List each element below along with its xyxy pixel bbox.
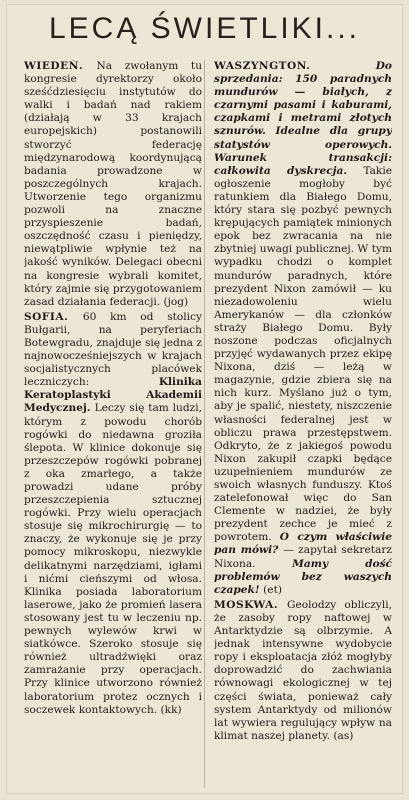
article-moskwa-body: Geolodzy obliczyli, że zasoby ropy naftowej w Antarktydzie są olbrzymie. A jednak intensywne wydobycie ropy i eksploatacja złóż mogłyby doprowadzić do zachwiania równowagi ekologicznej w tej części świata, ponieważ cały system Antarktydy od milionów lat wywiera regulujący wpływ na klimat naszej planety. (as) — [214, 598, 392, 742]
clinic-name: Klinika Keratoplastyki Akademii Medycznej. — [24, 376, 202, 415]
left-column — [24, 60, 202, 790]
dateline-sofia: SOFIA. — [24, 310, 83, 323]
article-wieden-body-2: Utworzenie tego organizmu pozwoli na znaczne przyspieszenie badań, oszczędność czasu i pieniędzy, niewątpliwie wpłynie też na jakość wyników. Delegaci obecni na kongresie wybrali komitet, który zajmie się przygotowaniem zasad działania federacji. (jog) — [24, 190, 202, 308]
article-waszyngton-ad: Do sprzedania: 150 paradnych mundurów — białych, z czarnymi pasami i kaburami, czapkami i metrami złotych sznurów. Idealne dla grupy statystów operowych. Warunek transakcji: całkowita dyskrecja. — [214, 60, 392, 177]
right-column — [214, 60, 392, 790]
article-sofia-intro: 60 km od stolicy Bułgarii, na peryferiach Botewgradu, znajduje się jedna z najnowocześniejszych w krajach socjalistycznych placówek leczniczych: — [24, 310, 202, 389]
article-waszyngton-body: Takie ogłoszenie mogłoby być ratunkiem dla Białego Domu, który stara się pozbyć pewnych krępujących pamiątek minionych epok bez zwracania na nie zbytniej uwagi publicznej. W tym wypadku chodzi o komplet mundurów paradnych, które prezydent Nixon zamówił — ku niezadowoleniu wielu Amerykanów — dla członków straży Białego Domu. Były noszone podczas oficjalnych przyjęć wydawanych przez ekipę Nixona, dziś — leżą w magazynie, gdzie zbiera się na nich kurz. Myślano już o tym, aby je spalić, niestety, niszczenie własności federalnej jest w obliczu prawa przestępstwem. Odkryto, że z jakiegoś powodu Nixon zakupił czapki będące uzupełnieniem mundurów ze swoich własnych funduszy. Ktoś zatelefonował więc do San Clemente w nadziei, że były prezydent zechce je mieć z powrotem. — [214, 164, 392, 544]
article-waszyngton-body-2: — zapytał sekretarz Nixona. — [214, 544, 392, 570]
column-divider — [204, 60, 205, 788]
article-sofia-body: Leczy się tam ludzi, którym z powodu chorób rogówki do niedawna groziła ślepota. W klinice dokonuje się przeszczepów rogówki pobranej z oka zmarłego, a także prowadzi udane próby przeszczepienia sztucznej rogówki. Przy wielu operacjach stosuje się mikrochirurgię — to znaczy, że wykonuje się je przy pomocy mikroskopu, niezwykle delikatnymi narzędziami, igłami i nićmi cieńszymi od włosa. Klinika posiada laboratorium laserowe, jako że promień lasera stosowany jest tu w leczeniu np. pewnych wylewów krwi w siatkówce. Szeroko stosuje się również ultradźwięki oraz zamrażanie przy operacjach. Przy klinice utworzono również laboratorium protez ocznych i soczewek kontaktowych. (kk) — [24, 402, 202, 716]
article-waszyngton-closing: Mamy dość problemów bez waszych czapek! — [214, 557, 392, 596]
article-wieden-body: Na zwołanym tu kongresie dyrektorzy około sześćdziesięciu instytutów do walki i badań nad rakiem (działają w 33 krajach europejskich) postanowili stworzyć federację międzynarodową koordynującą badania prowadzone w poszczególnych krajach. — [24, 60, 202, 190]
dateline-moskwa: MOSKWA. — [214, 598, 288, 611]
dateline-wieden: WIEDEŃ. — [24, 60, 97, 72]
article-moskwa — [214, 599, 392, 743]
article-waszyngton-quote: O czym właściwie pan mówi? — [214, 531, 392, 557]
article-waszyngton-sign: (et) — [263, 583, 282, 596]
dateline-waszyngton: WASZYNGTON. — [214, 60, 376, 72]
article-wieden — [24, 60, 202, 309]
article-waszyngton — [214, 60, 392, 597]
article-sofia — [24, 311, 202, 717]
headline: LECĄ ŚWIETLIKI... — [48, 12, 361, 45]
newspaper-clipping — [6, 4, 403, 794]
